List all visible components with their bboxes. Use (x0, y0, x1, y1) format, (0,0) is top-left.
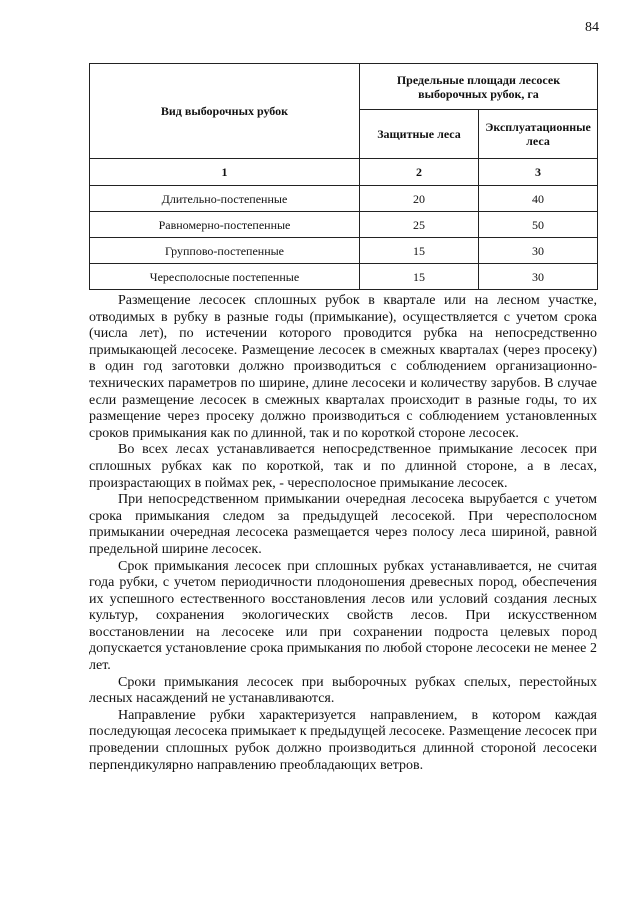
cutting-area-limits-table (89, 63, 598, 290)
protective-value-cell: 15 (359, 238, 478, 264)
exploitation-value-cell: 30 (479, 238, 598, 264)
column-number: 2 (359, 159, 478, 186)
body-text (89, 293, 597, 774)
exploitation-value-cell: 50 (479, 212, 598, 238)
table-row (90, 186, 598, 212)
cutting-type-cell: Длительно-постепенные (90, 186, 360, 212)
table-header-row (90, 64, 598, 110)
paragraph-adjacency: Размещение лесосек сплошных рубок в квартале или на лесном участке, отводимых в рубку в разные годы (примыкание), осуществляется с учетом срока (числа лет), по истечении которого проводится рубка на непосредственно примыкающей лесосеке. Размещение лесосек в смежных кварталах (через просеку) в один год заготовки должно производиться с соблюдением организационно-технических параметров по ширине, длине лесосеки и количеству зарубов. В случае если размещение лесосек в смежных кварталах происходит в разные годы, то их размещение через просеку должно производиться с соблюдением установленных сроков примыкания как по длинной, так и по короткой стороне лесосек. (89, 293, 597, 441)
paragraph-all-forests: Во всех лесах устанавливается непосредственное примыкание лесосек при сплошных рубках как по короткой, так и по длинной стороне, а в лесах, произрастающих в поймах рек, - чересполосное примыкание лесосек. (89, 442, 597, 491)
cutting-type-cell: Чересполосные постепенные (90, 264, 360, 290)
column-number: 3 (479, 159, 598, 186)
paragraph-direct-adjacency: При непосредственном примыкании очередная лесосека вырубается с учетом срока примыкания следом за предыдущей лесосекой. При чересполосном примыкании очередная лесосека размещается через полосу леса шириной, равной предельной ширине лесосек. (89, 492, 597, 557)
table-row (90, 238, 598, 264)
paragraph-adjacency-term: Срок примыкания лесосек при сплошных рубках устанавливается, не считая года рубки, с учетом периодичности плодоношения древесных пород, обеспечения их успешного естественного восстановления лесов или условий создания лесных культур, сохранения экологических свойств лесов. При искусственном восстановлении на лесосеке или при сохранении подроста целевых пород допускается установление срока примыкания по любой стороне лесосеки не менее 2 лет. (89, 558, 597, 674)
exploitation-value-cell: 30 (479, 264, 598, 290)
header-protective-forests: Защитные леса (359, 110, 478, 159)
cutting-type-cell: Группово-постепенные (90, 238, 360, 264)
table-row (90, 212, 598, 238)
cutting-type-cell: Равномерно-постепенные (90, 212, 360, 238)
paragraph-cutting-direction: Направление рубки характеризуется направлением, в котором каждая последующая лесосека примыкает к предыдущей лесосеке. Размещение лесосек при проведении сплошных рубок должно производиться длинной стороной лесосеки перпендикулярно направлению преобладающих ветров. (89, 707, 597, 773)
column-number: 1 (90, 159, 360, 186)
protective-value-cell: 20 (359, 186, 478, 212)
header-exploitation-forests: Эксплуатационные леса (479, 110, 598, 159)
header-cutting-type: Вид выборочных рубок (90, 64, 360, 159)
page-number: 84 (585, 20, 599, 35)
paragraph-selective-terms: Сроки примыкания лесосек при выборочных рубках спелых, перестойных лесных насаждений не устанавливаются. (89, 674, 597, 707)
table-row (90, 264, 598, 290)
protective-value-cell: 25 (359, 212, 478, 238)
exploitation-value-cell: 40 (479, 186, 598, 212)
protective-value-cell: 15 (359, 264, 478, 290)
header-area-limits: Предельные площади лесосек выборочных рубок, га (359, 64, 597, 110)
column-number-row (90, 159, 598, 186)
